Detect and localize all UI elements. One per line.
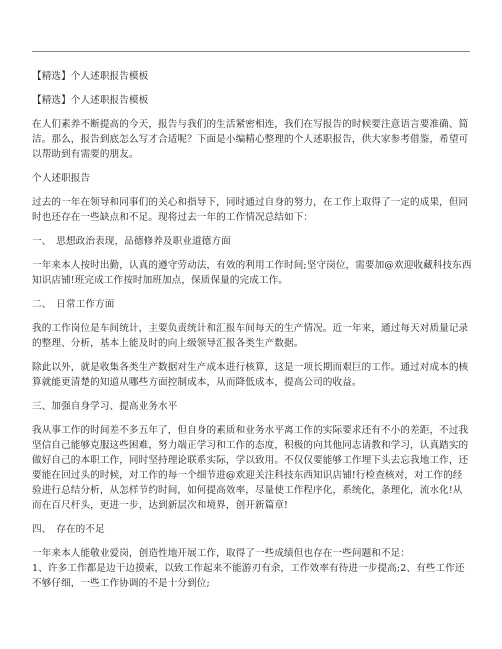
section-4-paragraph-1: 一年来本人能敬业爱岗，创造性地开展工作，取得了一些成绩但也存在一些问题和不足：: [32, 548, 411, 559]
section-1-paragraph: 一年来本人按时出勤，认真的遵守劳动法，有效的利用工作时间;坚守岗位，需要加@欢迎收藏科技东西知识店铺!班完成工作按时加班加点，保质保量的完成工作。: [32, 260, 472, 286]
section-3-paragraph: 我从事工作的时间差不多五年了，但自身的素质和业务水平离工作的实际要求还有不小的差距，不过我坚信自己能够克服这些困难，努力端正学习和工作的态度，积极的向其他同志请教和学习，认真踏实的做好自己的本职工作，同时坚持理论联系实际，学以致用。不仅仅要能够工作埋下头去忘我地工作，还要能在回过头的时候，对工作的每一个细节进@欢迎关注科技东西知识店铺!行检查核对，对工作的经验进行总结分析，从怎样节约时间，如何提高效率，尽量使工作程序化，系统化，条理化，流水化!从而在百尺杆头，更进一步，达到新层次和境界，创开新篇章!: [32, 425, 469, 511]
document-body: [32, 69, 472, 600]
section-2-paragraph-2: 除此以外，就是收集各类生产数据对生产成本进行核算，这是一项长期而艰巨的工作。通过对成本的核算就能更清楚的知道从哪些方面控制成本，从而降低成本，提高公司的收益。: [32, 362, 469, 388]
header-rule: [32, 51, 470, 52]
section-4-paragraph-2: 1、许多工作都是边干边摸索，以致工作起来不能游刃有余，工作效率有待进一步提高;2、有些工作还不够仔细，一些工作协调的不是十分到位;: [32, 563, 465, 589]
section-2-heading: 二、 日常工作方面: [32, 299, 115, 310]
report-subtitle: 个人述职报告: [32, 173, 91, 184]
document-title-repeat: 【精选】个人述职报告模板: [32, 95, 149, 106]
section-4-heading: 四、 存在的不足: [32, 524, 105, 535]
section-2-paragraph-1: 我的工作岗位是车间统计，主要负责统计和汇报车间每天的生产情况。近一年来，通过每天对质量记录的整理、分析，基本上能及时的向上级领导汇报各类生产数据。: [32, 323, 469, 349]
document-title: 【精选】个人述职报告模板: [32, 71, 149, 82]
section-3-heading: 三、加强自身学习、提高业务水平: [32, 401, 178, 412]
opening-paragraph: 过去的一年在领导和同事们的关心和指导下，同时通过自身的努力，在工作上取得了一定的成果，但同时也还存在一些缺点和不足。现将过去一年的工作情况总结如下：: [32, 197, 469, 223]
section-1-heading: 一、 思想政治表现，品德修养及职业道德方面: [32, 236, 231, 247]
intro-paragraph: 在人们素养不断提高的今天，报告与我们的生活紧密相连，我们在写报告的时候要注意语言要准确、简洁。那么，报告到底怎么写才合适呢？下面是小编精心整理的个人述职报告，供大家参考借鉴，希望可以帮助到有需要的朋友。: [32, 119, 469, 160]
